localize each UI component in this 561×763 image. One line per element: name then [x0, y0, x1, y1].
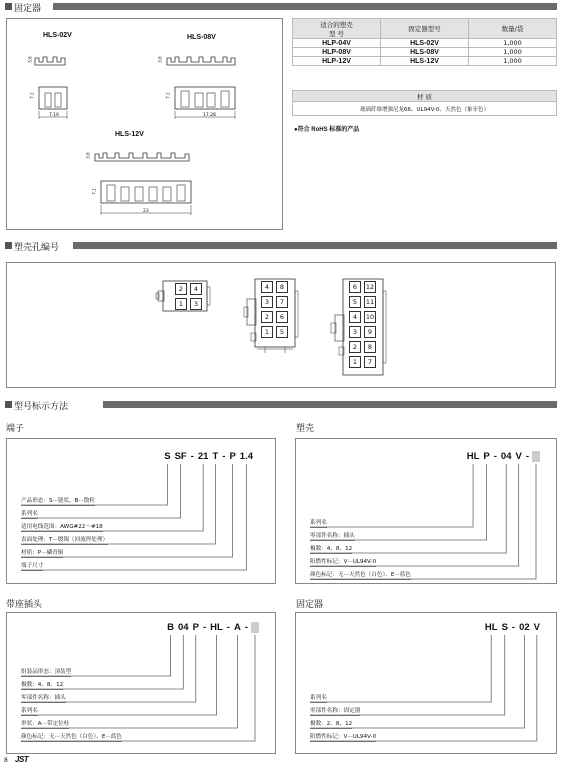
hls02-front-drawing — [35, 85, 75, 125]
hls02-label: HLS-02V — [43, 32, 72, 39]
code-label: 阻燃性标记：V···UL94V-0 — [310, 734, 377, 740]
th-holder: 固定器型号 — [381, 19, 469, 39]
code-segment: - — [493, 451, 497, 462]
hls12-h2: 7.1 — [91, 188, 97, 195]
code-connector-lines — [296, 613, 556, 753]
code-label: 极数：2、8、12 — [310, 721, 353, 727]
material-title: 材 质 — [293, 91, 557, 102]
code-label: 颜色标记：无···天然色（白色）、E···蓝色 — [21, 734, 122, 740]
code-segment: - — [222, 451, 226, 462]
code-segment: A — [233, 622, 241, 633]
holder-figure-box — [6, 18, 283, 230]
code-label: 系列名 — [21, 511, 38, 517]
hls02-h2: 7.1 — [29, 92, 35, 99]
code-label: 端子尺寸 — [21, 563, 44, 569]
hole-number-cell: 5 — [276, 326, 288, 338]
hole-number-cell: 8 — [276, 281, 288, 293]
material-table — [292, 90, 557, 116]
hole-number-cell: 1 — [175, 298, 187, 310]
code-label: 阻燃性标记：V···UL94V-0 — [310, 559, 377, 565]
code-label: 零部件名称：插头 — [310, 533, 355, 539]
hls08-h2: 7.1 — [165, 92, 171, 99]
hole-number-cell: 12 — [365, 283, 375, 291]
hole-number-cell: 3 — [349, 326, 361, 338]
hole-number-cell: 2 — [175, 283, 187, 295]
code-segment: P — [192, 622, 199, 633]
hls08-front-drawing — [173, 85, 243, 125]
hls08-side-drawing — [165, 55, 245, 69]
housing-8pin-drawing — [243, 277, 305, 355]
hole-number-cell: 9 — [364, 326, 376, 338]
material-value: 玻璃纤维增强尼龙66、UL94V-0、天然色（象牙色） — [293, 102, 557, 116]
hls08-h: 3.6 — [157, 56, 163, 63]
hls12-side-drawing — [93, 151, 203, 165]
th-qty: 数量/袋 — [469, 19, 557, 39]
code-segment: B — [167, 622, 175, 633]
hole-number-cell: 1 — [261, 326, 273, 338]
rohs-note: ●符合 RoHS 标准的产品 — [294, 127, 360, 133]
hole-number-cell: 1 — [349, 356, 361, 368]
code-label: 极数：4、8、12 — [310, 546, 353, 552]
code-segment: HL — [210, 622, 223, 633]
hole-number-cell: 8 — [364, 341, 376, 353]
hole-number-cell: 7 — [364, 356, 376, 368]
code-segment: SF — [174, 451, 187, 462]
code-label: 组装品形态：顶装型 — [21, 669, 72, 675]
code-segment: V — [533, 622, 540, 633]
header-plug-title: 带座插头 — [6, 600, 43, 610]
code-label: 零部件名称：固定器 — [310, 708, 361, 714]
section-header-housing-hole: 塑壳孔编号 — [5, 241, 557, 251]
table-row: HLP-04V HLS-02V 1,000 — [293, 39, 557, 48]
hole-number-cell: 3 — [261, 296, 273, 308]
code-segment: P — [483, 451, 490, 462]
header-plug-code-box — [6, 612, 276, 754]
hls02-h: 3.6 — [27, 56, 33, 63]
hls02-w: 7.16 — [49, 113, 60, 118]
code-segment: S — [164, 451, 171, 462]
holder-code-title: 固定器 — [296, 600, 324, 610]
housing-code-box — [295, 438, 557, 584]
code-connector-lines — [296, 439, 556, 583]
code-segment: HL — [466, 451, 480, 462]
hole-number-cell: 2 — [349, 341, 361, 353]
code-segment: - — [202, 622, 207, 633]
jst-logo: JST — [15, 755, 29, 763]
spec-table — [292, 18, 557, 66]
terminal-title: 端子 — [6, 424, 25, 434]
hole-number-cell: 2 — [261, 311, 273, 323]
code-segment: P — [229, 451, 236, 462]
housing-title: 塑壳 — [296, 424, 315, 434]
code-segment: - — [226, 622, 230, 633]
hole-number-cell: 3 — [190, 298, 202, 310]
hole-number-cell: 4 — [261, 281, 273, 293]
code-label: 系列名 — [310, 520, 327, 526]
code-segment: V — [515, 451, 522, 462]
code-segment: - — [244, 622, 248, 633]
code-segment: HL — [484, 622, 498, 633]
hls08-w: 17.28 — [203, 113, 216, 118]
code-segment: 04 — [500, 451, 512, 462]
housing-12pin-drawing — [329, 277, 395, 381]
table-row: HLP-12V HLS-12V 1,000 — [293, 57, 557, 66]
hls08-label: HLS-08V — [187, 34, 216, 41]
section-header-holder: 固定器 — [5, 2, 557, 12]
code-segment: 04 — [178, 622, 189, 633]
holder-code-box — [295, 612, 557, 754]
hole-number-cell: 7 — [276, 296, 288, 308]
code-label: 零部件名称：插头 — [21, 695, 66, 701]
code-label: 材质：P···磷青铜 — [21, 550, 64, 556]
code-label: 颜色标记：无···天然色（白色）、E···蓝色 — [310, 572, 411, 578]
code-segment: 02 — [519, 622, 530, 633]
hole-number-box — [6, 262, 556, 388]
code-label: 系列名 — [310, 695, 327, 701]
table-row: HLP-08V HLS-08V 1,000 — [293, 48, 557, 57]
code-label: 形状：A···带定位柱 — [21, 721, 70, 727]
page-number: 8 — [4, 757, 8, 763]
hole-number-cell: 11 — [365, 298, 375, 306]
hls12-w: 23 — [143, 209, 149, 214]
code-label: 系列名 — [21, 708, 38, 714]
code-segment: S — [501, 622, 508, 633]
hls12-front-drawing — [99, 179, 199, 224]
code-connector-lines — [7, 613, 275, 753]
code-segment: - — [190, 451, 194, 462]
hole-number-cell: 10 — [365, 313, 375, 321]
code-label: 表面处理：T···镀锡（回流焊处理） — [21, 537, 109, 543]
terminal-code-box — [6, 438, 276, 584]
hls02-side-drawing — [33, 55, 73, 69]
hole-number-cell: 4 — [190, 283, 202, 295]
hole-number-cell: 6 — [349, 281, 361, 293]
hole-number-cell: 4 — [349, 311, 361, 323]
section-header-model-code: 型号标示方法 — [5, 400, 557, 410]
code-segment: T — [212, 451, 219, 462]
th-housing: 适合的塑壳 型 号 — [293, 19, 381, 39]
code-segment: - — [511, 622, 516, 633]
code-label: 产品形态：S···链状、B···散粒 — [21, 498, 95, 504]
code-label: 适用电线范围：AWG#22～#18 — [21, 524, 103, 530]
code-connector-lines — [7, 439, 275, 583]
code-segment: 1.4 — [239, 451, 253, 462]
hole-number-cell: 5 — [349, 296, 361, 308]
hls12-h: 3.6 — [85, 152, 91, 159]
code-label: 极数：4、8、12 — [21, 682, 64, 688]
hole-number-cell: 6 — [276, 311, 288, 323]
hls12-label: HLS-12V — [115, 131, 144, 138]
code-segment: 21 — [197, 451, 209, 462]
code-segment: - — [525, 451, 529, 462]
